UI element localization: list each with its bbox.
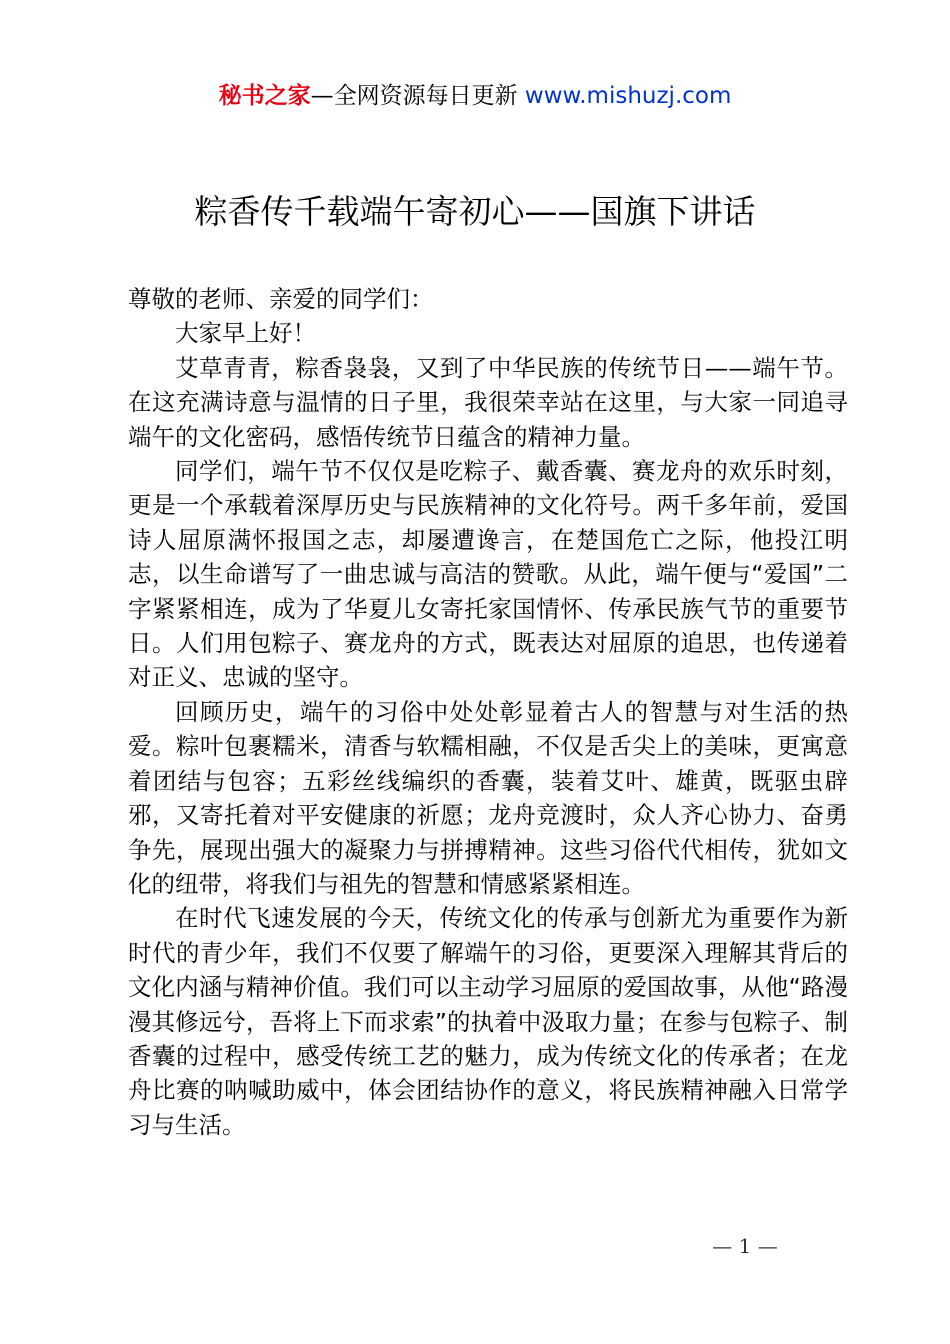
brand-name: 秘书之家 bbox=[218, 83, 311, 109]
watermark-header bbox=[0, 80, 950, 112]
page-number: — 1 — bbox=[712, 1234, 778, 1258]
body-paragraph: 回顾历史，端午的习俗中处处彰显着古人的智慧与对生活的热爱。粽叶包裹糯米，清香与软糯相融，不仅是舌尖上的美味，更寓意着团结与包容；五彩丝线编织的香囊，装着艾叶、雄黄，既驱虫辟邪，又寄托着对平安健康的祈愿；龙舟竞渡时，众人齐心协力、奋勇争先，展现出强大的凝聚力与拼搏精神。这些习俗代代相传，犹如文化的纽带，将我们与祖先的智慧和情感紧紧相连。 bbox=[128, 697, 848, 898]
body-paragraph: 同学们，端午节不仅仅是吃粽子、戴香囊、赛龙舟的欢乐时刻，更是一个承载着深厚历史与民族精神的文化符号。两千多年前，爱国诗人屈原满怀报国之志，却屡遭谗言，在楚国危亡之际，他投江明志，以生命谱写了一曲忠诚与高洁的赞歌。从此，端午便与“爱国”二字紧紧相连，成为了华夏儿女寄托家国情怀、传承民族气节的重要节日。人们用包粽子、赛龙舟的方式，既表达对屈原的追思，也传递着对正义、忠诚的坚守。 bbox=[128, 457, 848, 692]
document-body bbox=[128, 282, 848, 1142]
header-tagline: —全网资源每日更新 bbox=[310, 83, 518, 109]
greeting: 大家早上好！ bbox=[175, 319, 316, 348]
body-paragraph: 艾草青青，粽香袅袅，又到了中华民族的传统节日——端午节。在这充满诗意与温情的日子里，我很荣幸站在这里，与大家一同追寻端午的文化密码，感悟传统节日蕴含的精神力量。 bbox=[128, 353, 848, 451]
salutation: 尊敬的老师、亲爱的同学们： bbox=[128, 285, 434, 313]
body-paragraph: 在时代飞速发展的今天，传统文化的传承与创新尤为重要作为新时代的青少年，我们不仅要了解端午的习俗，更要深入理解其背后的文化内涵与精神价值。我们可以主动学习屈原的爱国故事，从他“路漫漫其修远兮，吾将上下而求索”的执着中汲取力量；在参与包粽子、制香囊的过程中，感受传统工艺的魅力，成为传统文化的传承者；在龙舟比赛的呐喊助威中，体会团结协作的意义，将民族精神融入日常学习与生活。 bbox=[128, 904, 848, 1139]
site-url: www.mishuzj.com bbox=[524, 83, 732, 109]
document-title: 粽香传千载端午寄初心——国旗下讲话 bbox=[194, 192, 756, 231]
